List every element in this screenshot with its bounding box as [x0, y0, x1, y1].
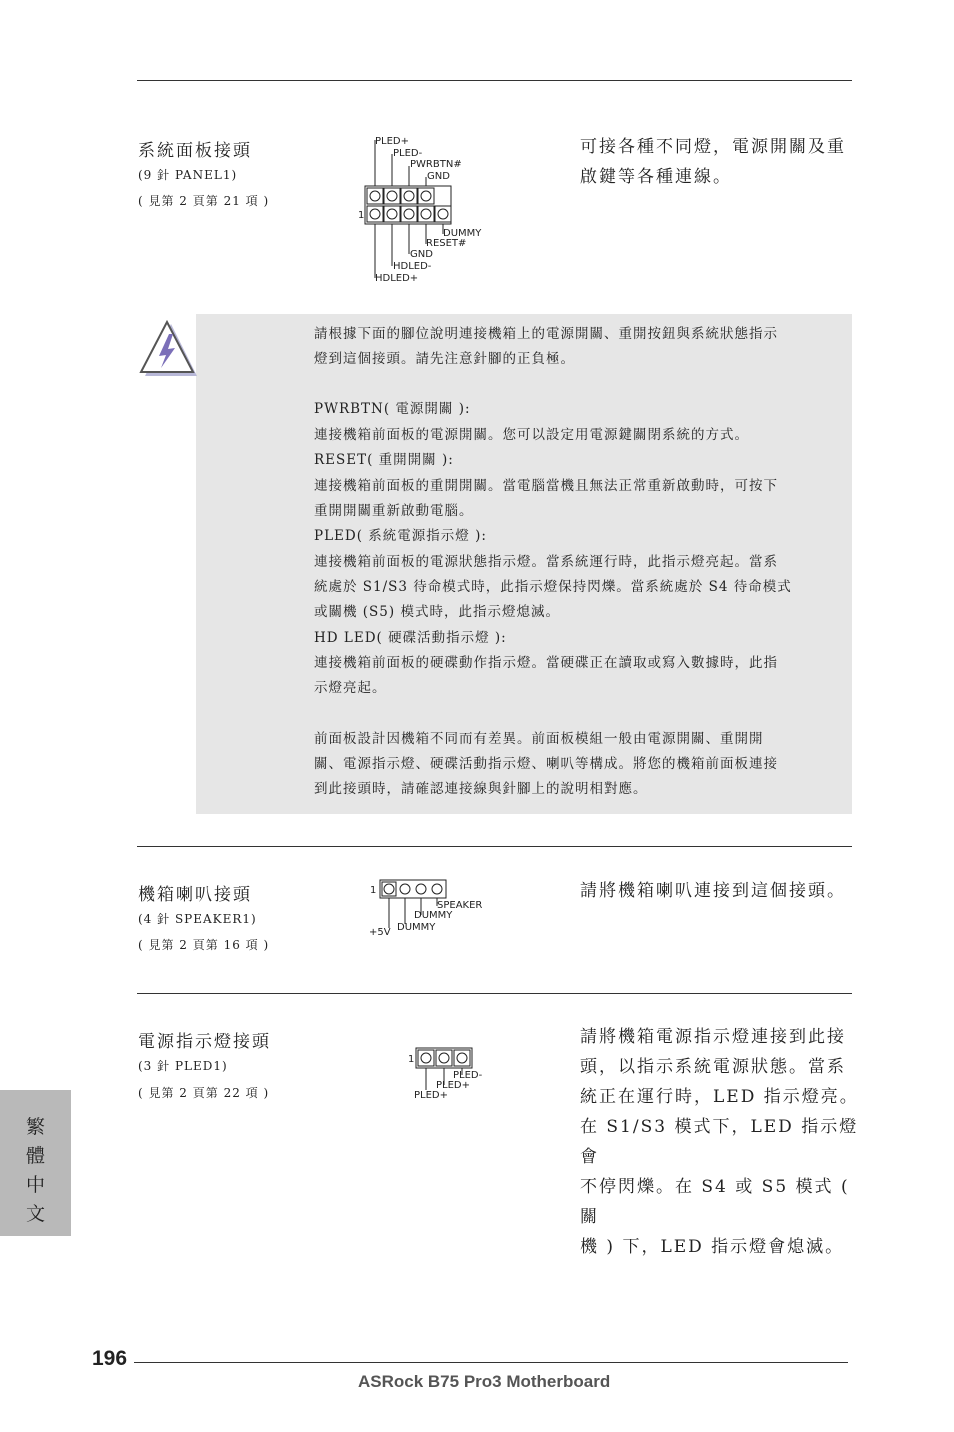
pin-label-gnd: GND — [427, 171, 450, 182]
pin-label-reset: RESET# — [426, 238, 467, 249]
side-tab-char: 體 — [25, 1145, 45, 1167]
side-tab-char: 文 — [25, 1203, 45, 1225]
footer-rule — [134, 1362, 848, 1363]
pin-label-pled-minus: PLED- — [453, 1070, 483, 1081]
note-heading-pwrbtn: PWRBTN( 電源開關 ): — [314, 401, 471, 417]
speaker-header-ref: ( 見第 2 頁第 16 項 ) — [138, 938, 270, 952]
desc-line: 啟鍵等各種連線。 — [580, 167, 732, 187]
note-line: 重開開關重新啟動電腦。 — [314, 503, 474, 519]
pin-label-hdled-minus: HDLED- — [393, 261, 432, 272]
note-line: 示燈亮起。 — [314, 680, 387, 696]
note-line: 關、電源指示燈、硬碟活動指示燈、喇叭等構成。將您的機箱前面板連接 — [314, 756, 778, 772]
pin-label-pwrbtn: PWRBTN# — [410, 159, 462, 170]
language-side-tab — [0, 1090, 71, 1236]
note-line: 連接機箱前面板的重開開關。當電腦當機且無法正常重新啟動時，可按下 — [314, 478, 778, 494]
section-rule — [137, 846, 852, 847]
pin-label-gnd: GND — [410, 249, 433, 260]
desc-line: 請將機箱電源指示燈連接到此接 — [580, 1027, 846, 1047]
pin-label-hdled-plus: HDLED+ — [375, 273, 419, 284]
note-heading-pled: PLED( 系統電源指示燈 ): — [314, 528, 487, 544]
pin-label-dummy: DUMMY — [414, 910, 453, 921]
pin-one-marker: 1 — [370, 885, 377, 896]
page-number: 196 — [92, 1347, 128, 1370]
speaker-header-title: 機箱喇叭接頭 — [138, 885, 252, 905]
pin-one-marker: 1 — [358, 210, 365, 221]
desc-line: 機 ) 下，LED 指示燈會熄滅。 — [580, 1237, 845, 1257]
panel-header-ref: ( 見第 2 頁第 21 項 ) — [138, 194, 270, 208]
note-line: 連接機箱前面板的硬碟動作指示燈。當硬碟正在讀取或寫入數據時，此指 — [314, 655, 778, 671]
pin-label-dummy: DUMMY — [443, 228, 482, 239]
pled-header-ref: ( 見第 2 頁第 22 項 ) — [138, 1086, 270, 1100]
panel-header-pins: (9 針 PANEL1) — [138, 168, 238, 182]
note-line: 連接機箱前面板的電源開關。您可以設定用電源鍵關閉系統的方式。 — [314, 427, 749, 443]
footer-product: ASRock B75 Pro3 Motherboard — [358, 1372, 611, 1391]
note-line: 到此接頭時，請確認連接線與針腳上的說明相對應。 — [314, 781, 648, 797]
pin-label-pled-plus: PLED+ — [414, 1090, 448, 1100]
section-rule — [137, 993, 852, 994]
top-rule — [137, 80, 852, 81]
panel-header-title: 系統面板接頭 — [138, 141, 252, 161]
panel-header-desc — [580, 132, 860, 192]
desc-line: 不停閃爍。在 S4 或 S5 模式 ( 關 — [580, 1177, 850, 1227]
note-line: 請根據下面的腳位說明連接機箱上的電源開關、重開按鈕與系統狀態指示 — [314, 326, 778, 342]
note-line: 統處於 S1/S3 待命模式時，此指示燈保持閃爍。當系統處於 S4 待命模式 — [314, 579, 792, 595]
side-tab-char: 繁 — [25, 1116, 45, 1138]
speaker-header-desc: 請將機箱喇叭連接到這個接頭。 — [580, 881, 846, 901]
pin-label-pled-plus: PLED+ — [436, 1080, 470, 1091]
note-line: 前面板設計因機箱不同而有差異。前面板模組一般由電源開關、重開開 — [314, 731, 764, 747]
speaker-header-pins: (4 針 SPEAKER1) — [138, 912, 257, 926]
note-line: 或關機 (S5) 模式時，此指示燈熄滅。 — [314, 604, 560, 620]
desc-line: 在 S1/S3 模式下，LED 指示燈會 — [580, 1117, 859, 1167]
pin-one-marker: 1 — [408, 1054, 415, 1065]
desc-line: 統正在運行時，LED 指示燈亮。 — [580, 1087, 859, 1107]
pin-label-pled-plus: PLED+ — [375, 136, 409, 147]
pled-header-pins: (3 針 PLED1) — [138, 1059, 228, 1073]
note-line: 燈到這個接頭。請先注意針腳的正負極。 — [314, 351, 575, 367]
pled-header-desc — [580, 1022, 870, 1262]
pled-pin-diagram — [406, 1044, 506, 1100]
pin-label-dummy: DUMMY — [397, 922, 436, 933]
side-tab-char: 中 — [25, 1174, 45, 1196]
speaker-pin-diagram — [362, 876, 502, 938]
note-heading-reset: RESET( 重開開關 ): — [314, 452, 454, 468]
pin-label-plus5v: +5V — [369, 927, 391, 938]
pin-label-speaker: SPEAKER — [437, 900, 483, 911]
pled-header-title: 電源指示燈接頭 — [138, 1032, 271, 1052]
pin-label-pled-minus: PLED- — [393, 148, 423, 159]
panel-pin-diagram — [355, 130, 495, 285]
desc-line: 可接各種不同燈，電源開關及重 — [580, 137, 846, 157]
note-line: 連接機箱前面板的電源狀態指示燈。當系統運行時，此指示燈亮起。當系 — [314, 554, 778, 570]
desc-line: 頭，以指示系統電源狀態。當系 — [580, 1057, 846, 1077]
warning-icon — [137, 320, 199, 380]
note-heading-hdled: HD LED( 硬碟活動指示燈 ): — [314, 630, 507, 646]
